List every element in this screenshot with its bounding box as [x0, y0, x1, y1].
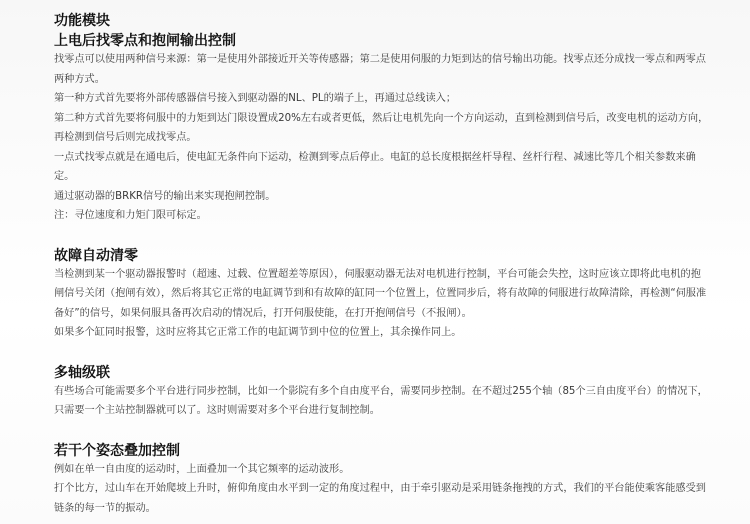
- paragraph: 注：寻位速度和力矩门限可标定。: [54, 210, 207, 221]
- section-title: 上电后找零点和抱闸输出控制: [54, 33, 236, 49]
- section-title: 故障自动清零: [54, 247, 138, 264]
- paragraph: 如果多个缸同时报警，这时应将其它正常工作的电缸调节到中位的位置上，其余操作同上。: [54, 327, 462, 338]
- module-title: 功能模块: [54, 13, 110, 29]
- section-fault-auto-clear: [54, 247, 710, 343]
- section-title: 若干个姿态叠加控制: [54, 442, 180, 459]
- paragraph: 第二种方式首先要将伺服中的力矩到达门限设置成20%左右或者更低，然后让电机先向一个方向运动，直到检测到信号后，改变电机的运动方向，再检测到信号后则完成找零点。: [54, 112, 709, 143]
- paragraph: 当检测到某一个驱动器报警时（超速、过载、位置超差等原因），伺服驱动器无法对电机进行控制，平台可能会失控，这时应该立即将此电机的抱闸信号关闭（抱闸有效），然后将其它正常的电缸调节到和有故障的缸同一个位置上，位置同步后，将有故障的伺服进行故障清除，再检测“伺服准备好”的信号，如果伺服具备再次启动的情况后，打开伺服使能，在打开抱闸信号（不报闸）。: [54, 268, 707, 319]
- section-multi-axis-cascade: [54, 364, 710, 421]
- paragraph: 通过驱动器的BRKR信号的输出来实现抱闸控制。: [54, 190, 276, 202]
- section-zero-point-brake: [54, 32, 710, 226]
- paragraph: 有些场合可能需要多个平台进行同步控制，比如一个影院有多个自由度平台，需要同步控制。在不超过255个轴（85个三自由度平台）的情况下，只需要一个主站控制器就可以了。这时则需要对多个平台进行复制控制。: [54, 385, 708, 416]
- section-title: 多轴级联: [54, 364, 110, 381]
- section-posture-overlay-control: [54, 442, 710, 519]
- paragraph: 一点式找零点就是在通电后，使电缸无条件向下运动，检测到零点后停止。电缸的总长度根据丝杆导程、丝杆行程、减速比等几个相关参数来确定。: [54, 151, 696, 182]
- paragraph: 第一种方式首先要将外部传感器信号接入到驱动器的NL、PL的端子上，再通过总线读入；: [54, 93, 457, 104]
- paragraph: 找零点可以使用两种信号来源：第一是使用外部接近开关等传感器；第二是使用伺服的力矩到达的信号输出功能。找零点还分成找一零点和两零点两种方式。: [54, 54, 706, 85]
- paragraph: 打个比方，过山车在开始爬坡上升时，俯仰角度由水平到一定的角度过程中，由于牵引驱动是采用链条拖拽的方式，我们的平台能使乘客能感受到链条的每一节的振动。: [54, 483, 706, 514]
- paragraph: 例如在单一自由度的运动时，上面叠加一个其它频率的运动波形。: [54, 463, 350, 475]
